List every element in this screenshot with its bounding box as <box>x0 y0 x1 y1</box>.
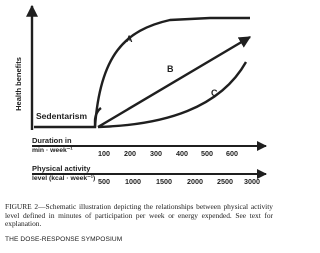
curve-a-label: A <box>126 34 133 44</box>
curve-c-label: C <box>211 88 218 98</box>
activity-label-line2: level (kcal · week⁻¹) <box>32 175 96 182</box>
duration-ticks <box>98 149 238 158</box>
sedentarism-label: Sedentarism <box>36 111 88 121</box>
activity-tick-2500: 2500 <box>217 177 233 186</box>
duration-tick-500: 500 <box>201 149 213 158</box>
y-axis-label: Health benefits <box>14 57 23 111</box>
activity-tick-3000: 3000 <box>244 177 260 186</box>
figure-caption: FIGURE 2—Schematic illustration depicting the relationships between physical activity level defined in minutes of participation per week or energy expended. See text for explanation. <box>5 202 273 229</box>
curve-b <box>98 37 250 127</box>
duration-tick-400: 400 <box>176 149 188 158</box>
duration-tick-200: 200 <box>124 149 136 158</box>
curve-b-label: B <box>167 64 174 74</box>
duration-tick-300: 300 <box>150 149 162 158</box>
activity-ticks <box>98 177 260 186</box>
activity-tick-2000: 2000 <box>187 177 203 186</box>
running-head: THE DOSE-RESPONSE SYMPOSIUM <box>5 236 123 243</box>
activity-tick-1500: 1500 <box>156 177 172 186</box>
duration-label-line2: min · week⁻¹ <box>32 147 73 154</box>
activity-tick-1000: 1000 <box>125 177 141 186</box>
activity-tick-500: 500 <box>98 177 110 186</box>
activity-label-line1: Physical activity <box>32 164 91 173</box>
duration-label-line1: Duration in <box>32 136 72 145</box>
duration-tick-600: 600 <box>226 149 238 158</box>
duration-tick-100: 100 <box>98 149 110 158</box>
